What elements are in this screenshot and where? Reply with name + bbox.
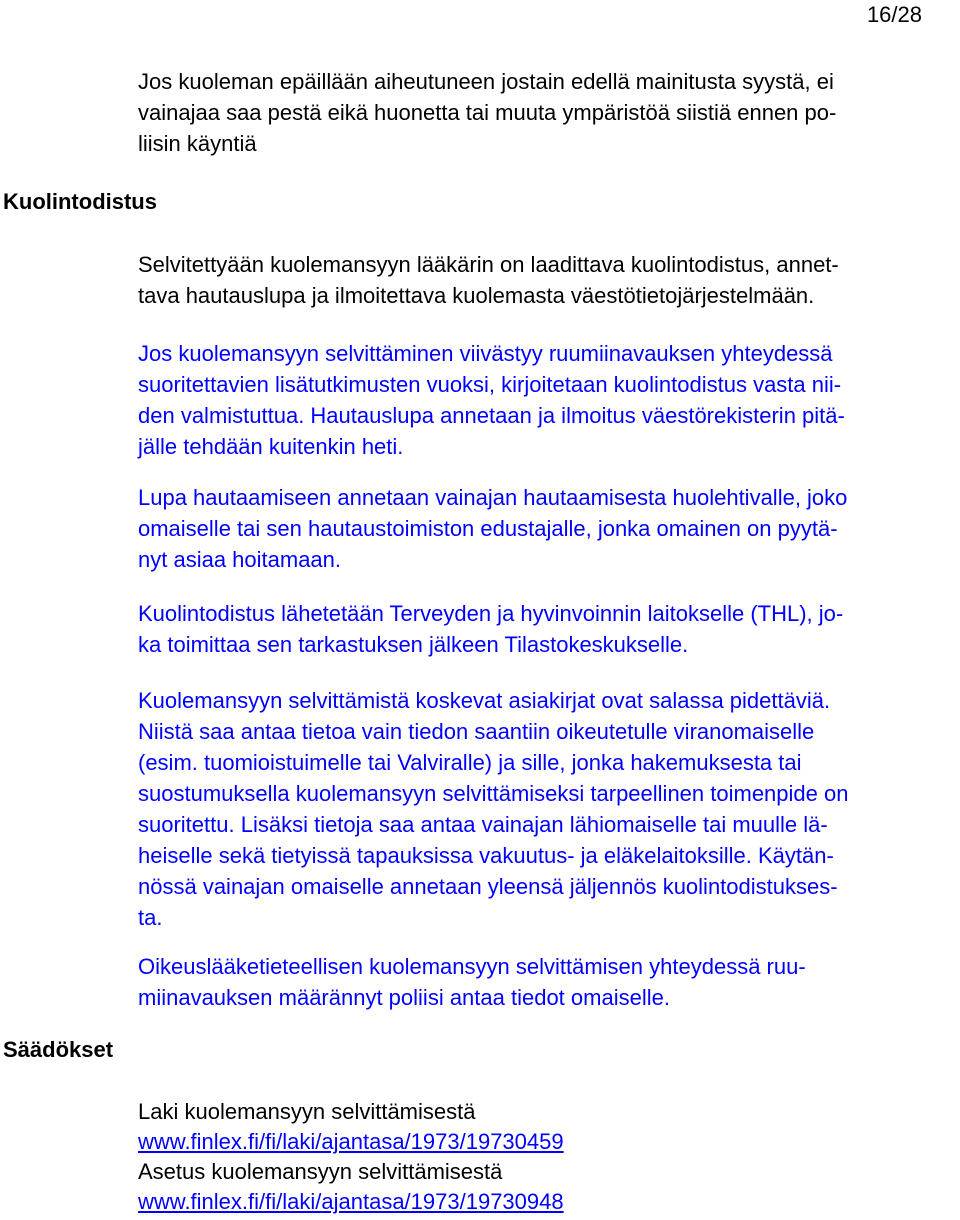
section-heading-regulations: Säädökset bbox=[3, 1037, 114, 1062]
text-line: nyt asiaa hoitamaan. bbox=[138, 547, 342, 572]
text-line: heiselle sekä tietyissä tapauksissa vakuutus- ja eläkelaitoksille. Käytän- bbox=[138, 843, 834, 868]
text-line: Lupa hautaamiseen annetaan vainajan hautaamisesta huolehtivalle, joko bbox=[138, 485, 848, 510]
text-line: nössä vainajan omaiselle annetaan yleensä jäljennös kuolintodistukses- bbox=[138, 874, 838, 899]
text-line: (esim. tuomioistuimelle tai Valviralle) ja sille, jonka hakemuksesta tai bbox=[138, 750, 802, 775]
text-line: jälle tehdään kuitenkin heti. bbox=[138, 434, 404, 459]
text-line: omaiselle tai sen hautaustoimiston edustajalle, jonka omainen on pyytä- bbox=[138, 516, 838, 541]
section-heading-death-certificate: Kuolintodistus bbox=[3, 189, 157, 214]
text-line: Kuolemansyyn selvittämistä koskevat asiakirjat ovat salassa pidettäviä. bbox=[138, 688, 831, 713]
text-line: Jos kuoleman epäillään aiheutuneen jostain edellä mainitusta syystä, ei bbox=[138, 69, 834, 94]
text-line: Oikeuslääketieteellisen kuolemansyyn selvittämisen yhteydessä ruu- bbox=[138, 954, 806, 979]
text-line: Kuolintodistus lähetetään Terveyden ja hyvinvoinnin laitokselle (THL), jo- bbox=[138, 601, 844, 626]
text-line: suoritettavien lisätutkimusten vuoksi, kirjoitetaan kuolintodistus vasta nii- bbox=[138, 372, 842, 397]
page-number: 16/28 bbox=[866, 2, 922, 27]
paragraph-delayed-investigation bbox=[138, 338, 958, 462]
text-line: suostumuksella kuolemansyyn selvittämiseksi tarpeellinen toimenpide on bbox=[138, 781, 849, 806]
paragraph-washing-restriction bbox=[138, 66, 958, 159]
text-line: liisin käyntiä bbox=[138, 131, 257, 156]
text-line: suoritettu. Lisäksi tietoja saa antaa vainajan lähiomaiselle tai muulle lä- bbox=[138, 812, 828, 837]
law-link[interactable]: www.finlex.fi/fi/laki/ajantasa/1973/19730459 bbox=[138, 1129, 564, 1154]
text-line: tava hautauslupa ja ilmoitettava kuolemasta väestötietojärjestelmään. bbox=[138, 283, 815, 308]
text-line: vainajaa saa pestä eikä huonetta tai muuta ympäristöä siistiä ennen po- bbox=[138, 100, 837, 125]
text-line: miinavauksen määrännyt poliisi antaa tiedot omaiselle. bbox=[138, 985, 670, 1010]
paragraph-thl-submission bbox=[138, 598, 958, 660]
paragraph-forensic-info bbox=[138, 951, 958, 1013]
text-line: Jos kuolemansyyn selvittäminen viivästyy ruumiinavauksen yhteydessä bbox=[138, 341, 833, 366]
paragraph-confidentiality bbox=[138, 685, 958, 933]
law-title: Laki kuolemansyyn selvittämisestä bbox=[138, 1099, 476, 1124]
decree-title: Asetus kuolemansyyn selvittämisestä bbox=[138, 1159, 503, 1184]
text-line: Selvitettyään kuolemansyyn lääkärin on laadittava kuolintodistus, annet- bbox=[138, 252, 839, 277]
paragraph-certificate-duty bbox=[138, 249, 958, 311]
text-line: den valmistuttua. Hautauslupa annetaan ja ilmoitus väestörekisterin pitä- bbox=[138, 403, 845, 428]
text-line: Niistä saa antaa tietoa vain tiedon saantiin oikeutetulle viranomaiselle bbox=[138, 719, 815, 744]
paragraph-burial-permit bbox=[138, 482, 958, 575]
text-line: ta. bbox=[138, 905, 163, 930]
decree-link[interactable]: www.finlex.fi/fi/laki/ajantasa/1973/19730948 bbox=[138, 1189, 564, 1214]
regulations-list bbox=[138, 1097, 958, 1217]
text-line: ka toimittaa sen tarkastuksen jälkeen Tilastokeskukselle. bbox=[138, 632, 689, 657]
